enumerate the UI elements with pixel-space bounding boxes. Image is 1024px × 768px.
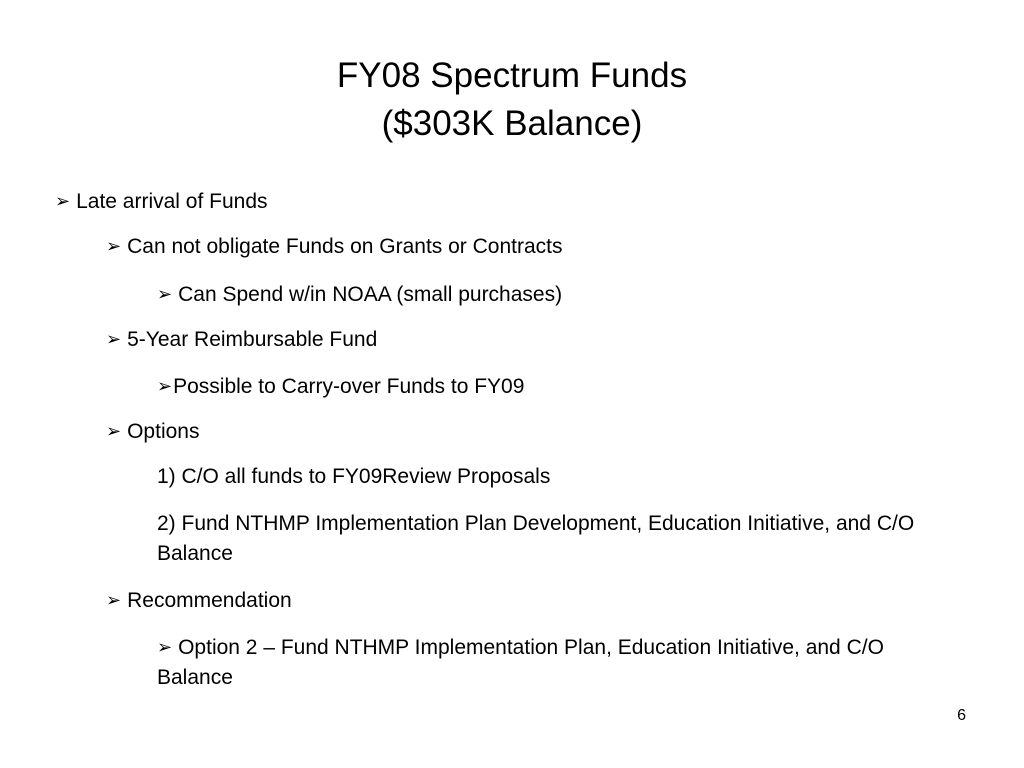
bullet-item-cannot-obligate	[106, 231, 563, 262]
arrow-bullet-icon: ➢	[106, 329, 122, 349]
arrow-bullet-icon: ➢	[157, 637, 173, 657]
arrow-bullet-icon: ➢	[106, 236, 122, 256]
bullet-item-spend-within-noaa	[157, 279, 562, 310]
page-number: 6	[957, 707, 966, 724]
bullet-item-recommendation	[106, 585, 292, 616]
option-item-2	[157, 509, 947, 569]
arrow-bullet-icon: ➢	[157, 376, 173, 396]
arrow-bullet-icon: ➢	[157, 284, 173, 304]
option-item-1	[157, 462, 550, 492]
bullet-item-reimbursable-fund	[106, 324, 377, 355]
bullet-text: 5-Year Reimbursable Fund	[127, 328, 378, 351]
slide-title-line-2: ($303K Balance)	[381, 104, 643, 143]
option-text: 2) Fund NTHMP Implementation Plan Development, Education Initiative, and C/O Balance	[157, 512, 915, 565]
bullet-item-options	[106, 416, 199, 447]
bullet-text: Recommendation	[127, 589, 292, 612]
slide-title-line-1: FY08 Spectrum Funds	[336, 56, 688, 95]
bullet-item-option-2	[157, 632, 947, 693]
bullet-text: Late arrival of Funds	[76, 190, 268, 213]
bullet-text: Can Spend w/in NOAA (small purchases)	[178, 283, 563, 306]
arrow-bullet-icon: ➢	[55, 191, 71, 211]
bullet-text: Options	[127, 420, 200, 443]
bullet-item-carry-over	[157, 371, 524, 402]
option-text: 1) C/O all funds to FY09Review Proposals	[157, 465, 551, 488]
bullet-text: Can not obligate Funds on Grants or Contracts	[127, 235, 563, 258]
arrow-bullet-icon: ➢	[106, 590, 122, 610]
bullet-text: Option 2 – Fund NTHMP Implementation Plan, Education Initiative, and C/O Balance	[157, 636, 884, 689]
bullet-text: Possible to Carry-over Funds to FY09	[173, 375, 525, 398]
slide-title	[0, 52, 1024, 148]
bullet-item-late-arrival	[55, 186, 268, 217]
arrow-bullet-icon: ➢	[106, 421, 122, 441]
